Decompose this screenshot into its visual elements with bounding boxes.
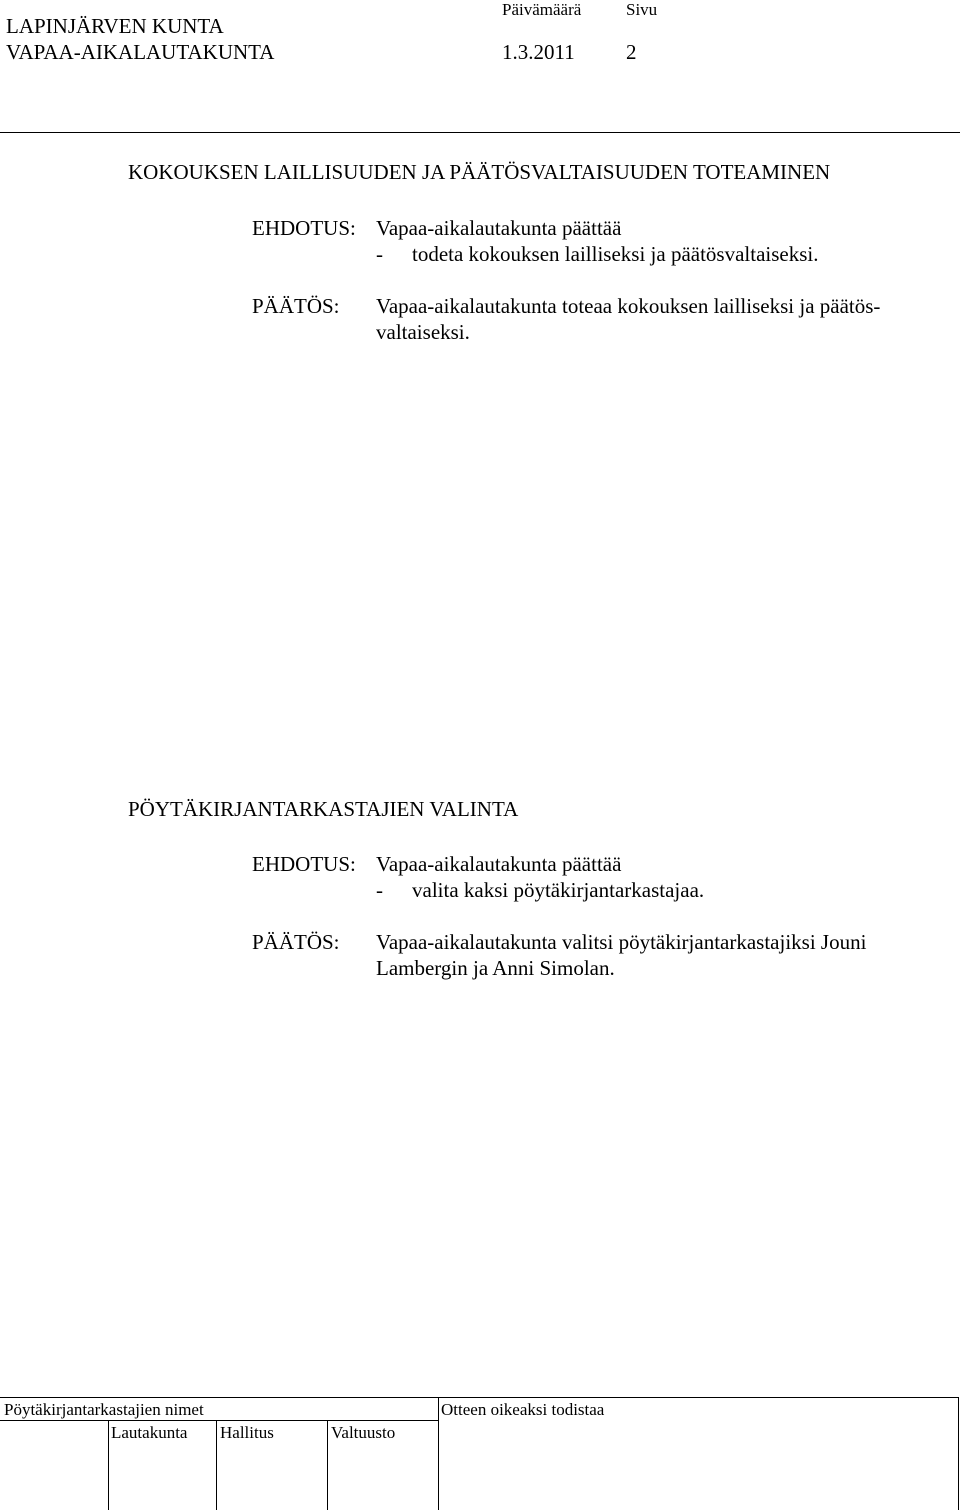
column-divider <box>216 1420 217 1510</box>
decision-label: PÄÄTÖS: <box>252 294 340 318</box>
decision-text-line1: Vapaa-aikalautakunta toteaa kokouksen lailliseksi ja päätös- <box>376 294 881 318</box>
page-number: 2 <box>626 40 637 64</box>
column-divider <box>327 1420 328 1510</box>
proposal-label: EHDOTUS: <box>252 852 356 876</box>
organization-name: LAPINJÄRVEN KUNTA <box>6 14 224 38</box>
column-council: Valtuusto <box>331 1423 396 1442</box>
column-board: Lautakunta <box>111 1423 188 1442</box>
header-divider <box>0 132 960 133</box>
proposal-text: Vapaa-aikalautakunta päättää <box>376 852 622 876</box>
table-top-border <box>0 1397 958 1398</box>
section-title: KOKOUKSEN LAILLISUUDEN JA PÄÄTÖSVALTAISUUDEN TOTEAMINEN <box>128 160 831 184</box>
decision-text-line2: valtaiseksi. <box>376 320 470 344</box>
inspectors-names-label: Pöytäkirjantarkastajien nimet <box>4 1400 204 1419</box>
decision-text-line2: Lambergin ja Anni Simolan. <box>376 956 615 980</box>
table-right-border <box>958 1397 959 1510</box>
proposal-item: todeta kokouksen lailliseksi ja päätösvaltaiseksi. <box>412 242 819 266</box>
column-divider <box>438 1397 439 1510</box>
proposal-text: Vapaa-aikalautakunta päättää <box>376 216 622 240</box>
proposal-item: valita kaksi pöytäkirjantarkastajaa. <box>412 878 705 902</box>
certify-copy-label: Otteen oikeaksi todistaa <box>441 1400 605 1419</box>
proposal-label: EHDOTUS: <box>252 216 356 240</box>
decision-text-line1: Vapaa-aikalautakunta valitsi pöytäkirjantarkastajiksi Jouni <box>376 930 867 954</box>
committee-name: VAPAA-AIKALAUTAKUNTA <box>6 40 275 64</box>
column-government: Hallitus <box>220 1423 274 1442</box>
table-row-divider <box>0 1420 438 1421</box>
section-title: PÖYTÄKIRJANTARKASTAJIEN VALINTA <box>128 797 519 821</box>
proposal-dash: - <box>376 878 383 902</box>
page-label: Sivu <box>626 0 658 19</box>
meeting-date: 1.3.2011 <box>502 40 575 64</box>
decision-label: PÄÄTÖS: <box>252 930 340 954</box>
date-label: Päivämäärä <box>502 0 582 19</box>
column-divider <box>108 1420 109 1510</box>
proposal-dash: - <box>376 242 383 266</box>
